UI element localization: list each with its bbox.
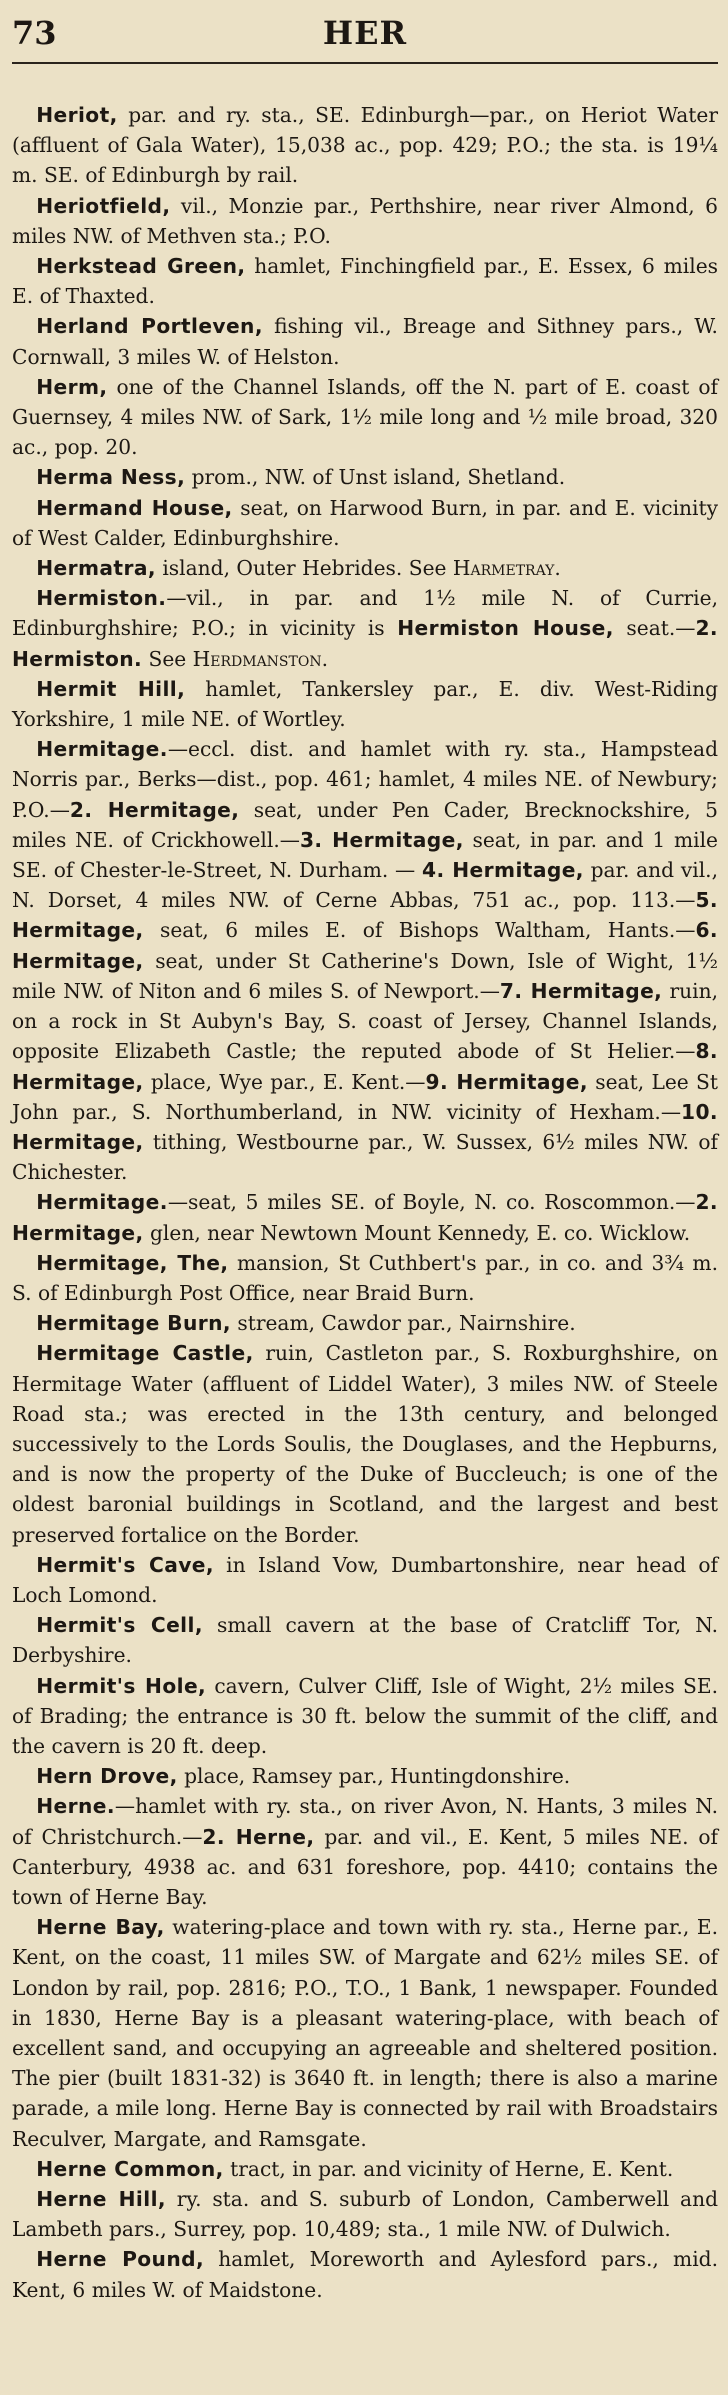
entry-text: ry. sta. and S. suburb of London, Camberwell and Lambeth pars., Surrey, pop. 10,489; sta., 1 mile NW. of Dulwich. bbox=[12, 2187, 718, 2242]
entry-text: island, Outer Hebrides. See bbox=[155, 556, 453, 581]
entry-text: seat, on Harwood Burn, in par. and E. vicinity of West Calder, Edinburghshire. bbox=[12, 495, 719, 550]
entry-text: stream, Cawdor par., Nairnshire. bbox=[230, 1311, 576, 1336]
entry-text: in Island Vow, Dumbartonshire, near head of Loch Lomond. bbox=[12, 1552, 719, 1607]
entry-headword: Hermiston. bbox=[36, 586, 167, 611]
gazetteer-entry bbox=[12, 1550, 718, 1610]
entry-headword: Hermatra, bbox=[36, 556, 156, 581]
entry-headword: 2. Hermitage, bbox=[69, 797, 240, 822]
entry-text: par. and ry. sta., SE. Edinburgh—par., on Heriot Water (affluent of Gala Water), 15,038 ac., pop. 429; P.O.; the sta. is 19¼ m. SE. of Edinburgh by rail. bbox=[12, 103, 718, 188]
gazetteer-entry bbox=[12, 1308, 718, 1338]
gazetteer-entry bbox=[12, 372, 718, 463]
entry-headword: 2. Herne, bbox=[202, 1824, 315, 1849]
entry-text: vil., Monzie par., Perthshire, near river Almond, 6 miles NW. of Methven sta.; P.O. bbox=[12, 193, 718, 248]
entry-text: ruin, Castleton par., S. Roxburghshire, on Hermitage Water (affluent of Liddel Water), 3 miles NW. of Steele Road sta.; was erected in the 13th century, and belonged successively to the Lords Soulis, the Douglases, and the Hepburns, and is now the property of the Duke of Buccleuch; is one of the oldest baronial buildings in Scotland, and the largest and best preserved fortalice on the Border. bbox=[12, 1341, 719, 1547]
entry-headword: Herma Ness, bbox=[36, 465, 186, 490]
page-header bbox=[12, 0, 718, 64]
entry-headword: Hermitage Castle, bbox=[36, 1341, 254, 1366]
running-head: HER bbox=[322, 14, 408, 52]
entry-headword: Hermitage. bbox=[36, 737, 168, 762]
gazetteer-entry bbox=[12, 1610, 718, 1670]
entry-text: hamlet, Finchingfield par., E. Essex, 6 miles E. of Thaxted. bbox=[12, 254, 719, 309]
entry-headword: Herne Common, bbox=[36, 2156, 224, 2181]
entry-text: seat, in par. and 1 mile SE. of Chester-le-Street, N. Durham. — bbox=[12, 827, 718, 883]
entry-text: mansion, St Cuthbert's par., in co. and 3¾ m. S. of Edinburgh Post Office, near Braid Burn. bbox=[12, 1250, 718, 1305]
entry-text: par. and vil., E. Kent, 5 miles NE. of Canterbury, 4938 ac. and 631 foreshore, pop. 4410; contains the town of Herne Bay. bbox=[12, 1824, 718, 1909]
entry-headword: Heriot, bbox=[36, 103, 118, 127]
gazetteer-entry bbox=[12, 462, 718, 492]
gazetteer-entry bbox=[12, 734, 718, 1187]
entry-text: seat, under St Catherine's Down, Isle of Wight, 1½ mile NW. of Niton and 6 miles S. of Newport.— bbox=[12, 948, 718, 1003]
entry-headword: 2. Hermitage, bbox=[12, 1190, 718, 1245]
cross-reference: Herdmanston. bbox=[192, 646, 328, 671]
entry-text: seat, Lee St John par., S. Northumberland, in NW. vicinity of Hexham.— bbox=[12, 1069, 718, 1124]
entry-headword: Herm, bbox=[36, 374, 108, 399]
entry-text: hamlet, Tankersley par., E. div. West-Riding Yorkshire, 1 mile NE. of Wortley. bbox=[12, 676, 718, 732]
page-number: 73 bbox=[12, 14, 57, 52]
gazetteer-entry bbox=[12, 1791, 718, 1912]
entry-headword: Hermitage. bbox=[36, 1190, 168, 1215]
gazetteer-entry bbox=[12, 493, 718, 553]
entry-headword: Hermit's Cell, bbox=[36, 1613, 203, 1638]
entry-headword: Hern Drove, bbox=[36, 1764, 178, 1789]
gazetteer-entries bbox=[12, 64, 718, 2305]
entry-headword: 10. Hermitage, bbox=[12, 1099, 718, 1154]
entry-text: See bbox=[142, 646, 193, 671]
entry-text: seat, 6 miles E. of Bishops Waltham, Hants.— bbox=[143, 918, 696, 943]
entry-headword: Herland Portleven, bbox=[36, 314, 263, 339]
entry-headword: Hermit's Cave, bbox=[36, 1552, 214, 1577]
entry-headword: 7. Hermitage, bbox=[499, 978, 663, 1003]
entry-text: —seat, 5 miles SE. of Boyle, N. co. Roscommon.— bbox=[167, 1190, 696, 1215]
entry-text: —hamlet with ry. sta., on river Avon, N. Hants, 3 miles N. of Christchurch.— bbox=[12, 1794, 718, 1849]
entry-text: cavern, Culver Cliff, Isle of Wight, 2½ miles SE. of Brading; the entrance is 30 ft. below the summit of the cliff, and the cavern is 20 ft. deep. bbox=[12, 1673, 718, 1758]
entry-text: glen, near Newtown Mount Kennedy, E. co. Wicklow. bbox=[143, 1220, 691, 1245]
entry-headword: 3. Hermitage, bbox=[299, 827, 464, 852]
entry-headword: 4. Hermitage, bbox=[422, 858, 584, 883]
entry-headword: Herne. bbox=[36, 1794, 115, 1819]
gazetteer-entry bbox=[12, 251, 718, 311]
entry-text: watering-place and town with ry. sta., Herne par., E. Kent, on the coast, 11 miles SW. of Margate and 62½ miles SE. of London by rail, pop. 2816; P.O., T.O., 1 Bank, 1 newspaper. Founded in 1830, Herne Bay is a pleasant watering-place, with beach of excellent sand, and occupying an agreeable and sheltered position. The pier (built 1831-32) is 3640 ft. in length; there is also a marine parade, a mile long. Herne Bay is connected by rail with Broadstairs Reculver, Margate, and Ramsgate. bbox=[12, 1915, 718, 2151]
entry-headword: Herkstead Green, bbox=[36, 254, 246, 279]
gazetteer-entry bbox=[12, 100, 718, 191]
gazetteer-entry bbox=[12, 2244, 718, 2304]
entry-headword: 8. Hermitage, bbox=[12, 1039, 718, 1094]
gazetteer-entry bbox=[12, 583, 718, 674]
gazetteer-entry bbox=[12, 553, 718, 583]
entry-headword: Hermit Hill, bbox=[36, 676, 186, 701]
entry-text: one of the Channel Islands, off the N. part of E. coast of Guernsey, 4 miles NW. of Sark, 1½ mile long and ½ mile broad, 320 ac., pop. 20. bbox=[12, 374, 718, 460]
gazetteer-entry bbox=[12, 311, 718, 371]
gazetteer-entry bbox=[12, 1761, 718, 1791]
entry-text: —vil., in par. and 1½ mile N. of Currie, Edinburghshire; P.O.; in vicinity is bbox=[12, 586, 718, 641]
cross-reference: Harmetray. bbox=[452, 556, 561, 581]
entry-text: prom., NW. of Unst island, Shetland. bbox=[185, 465, 566, 490]
gazetteer-entry bbox=[12, 1912, 718, 2154]
entry-headword: Hermit's Hole, bbox=[36, 1673, 207, 1698]
entry-headword: 5. Hermitage, bbox=[12, 888, 718, 943]
gazetteer-entry bbox=[12, 1671, 718, 1762]
gazetteer-entry bbox=[12, 2154, 718, 2184]
gazetteer-entry bbox=[12, 1338, 718, 1549]
entry-text: tithing, Westbourne par., W. Sussex, 6½ miles NW. of Chichester. bbox=[12, 1129, 718, 1185]
entry-headword: 2. Hermiston. bbox=[12, 616, 718, 671]
entry-text: —eccl. dist. and hamlet with ry. sta., Hampstead Norris par., Berks—dist., pop. 461; hamlet, 4 miles NE. of Newbury; P.O.— bbox=[12, 737, 718, 822]
entry-headword: Heriotfield, bbox=[36, 193, 171, 218]
entry-headword: Herne Pound, bbox=[36, 2247, 205, 2272]
entry-headword: Hermiston House, bbox=[397, 616, 614, 641]
header-rule bbox=[12, 62, 718, 64]
entry-text: place, Wye par., E. Kent.— bbox=[143, 1069, 426, 1094]
entry-text: seat, under Pen Cader, Brecknockshire, 5 miles NE. of Crickhowell.— bbox=[12, 797, 719, 852]
gazetteer-entry bbox=[12, 674, 718, 734]
entry-headword: Herne Bay, bbox=[36, 1915, 165, 1940]
entry-headword: Herne Hill, bbox=[36, 2187, 166, 2212]
entry-text: par. and vil., N. Dorset, 4 miles NW. of Cerne Abbas, 751 ac., pop. 113.— bbox=[12, 858, 718, 913]
gazetteer-entry bbox=[12, 1187, 718, 1247]
gazetteer-entry bbox=[12, 191, 718, 251]
entry-text: place, Ramsey par., Huntingdonshire. bbox=[177, 1764, 571, 1789]
gazetteer-entry bbox=[12, 1248, 718, 1308]
entry-text: hamlet, Moreworth and Aylesford pars., mid. Kent, 6 miles W. of Maidstone. bbox=[12, 2247, 718, 2302]
entry-headword: 6. Hermitage, bbox=[12, 918, 718, 973]
entry-headword: Hermitage Burn, bbox=[36, 1311, 231, 1336]
entry-text: tract, in par. and vicinity of Herne, E. Kent. bbox=[223, 2156, 674, 2181]
entry-text: seat.— bbox=[613, 616, 696, 641]
entry-headword: 9. Hermitage, bbox=[425, 1069, 588, 1094]
gazetteer-entry bbox=[12, 2184, 718, 2244]
entry-text: fishing vil., Breage and Sithney pars., W. Cornwall, 3 miles W. of Helston. bbox=[12, 314, 718, 369]
entry-text: small cavern at the base of Cratcliff Tor, N. Derbyshire. bbox=[12, 1613, 718, 1668]
entry-text: ruin, on a rock in St Aubyn's Bay, S. coast of Jersey, Channel Islands, opposite Elizabeth Castle; the reputed abode of St Helier.— bbox=[12, 978, 718, 1064]
entry-headword: Hermand House, bbox=[36, 495, 233, 520]
entry-headword: Hermitage, The, bbox=[36, 1250, 229, 1275]
